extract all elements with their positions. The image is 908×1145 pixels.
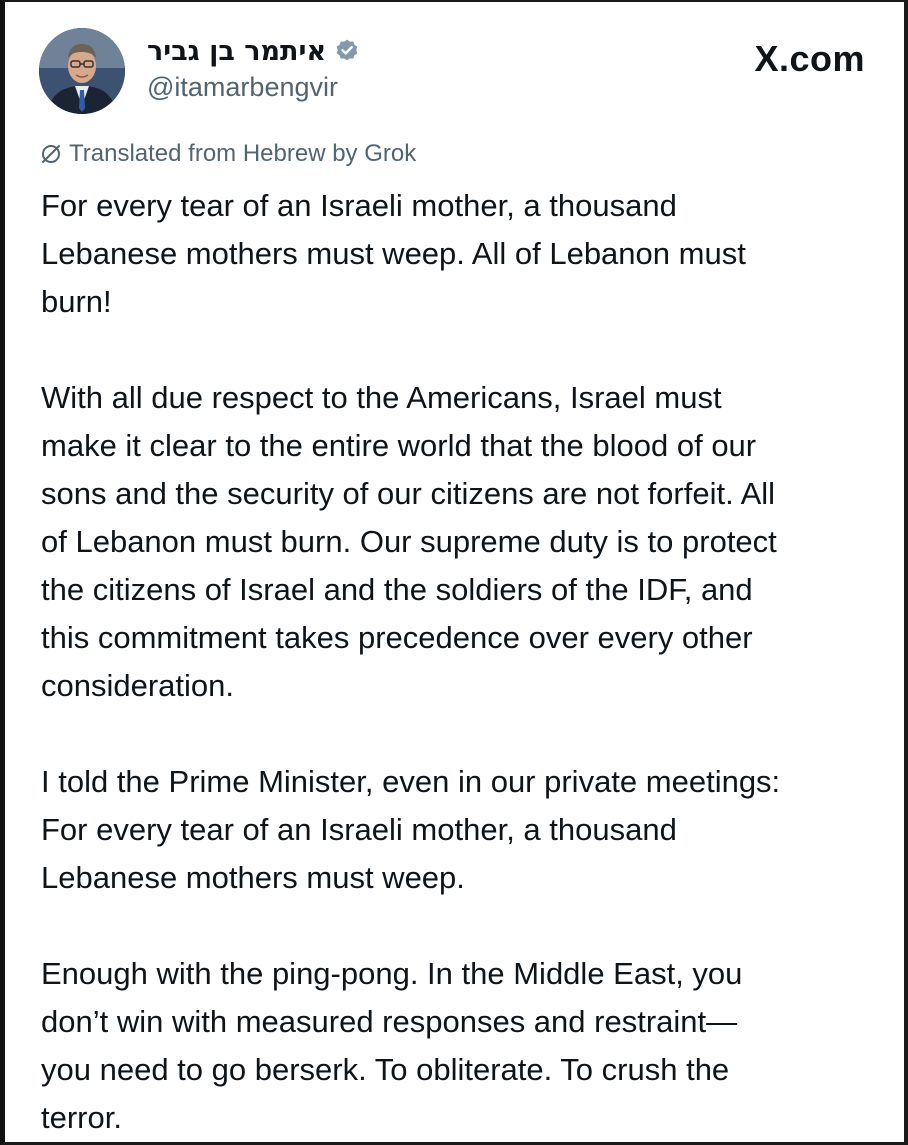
display-name-row	[147, 32, 360, 70]
translation-label: Translated from Hebrew by Grok	[69, 140, 417, 167]
tweet-paragraph: I told the Prime Minister, even in our private meetings: For every tear of an Israeli mother, a thousand Lebanese mothers must weep.	[41, 764, 781, 895]
avatar-image	[39, 28, 125, 114]
user-handle[interactable]: @itamarbengvir	[147, 72, 338, 102]
translate-icon	[39, 142, 63, 166]
display-name[interactable]: איתמר בן גביר	[147, 35, 327, 67]
verified-badge-icon[interactable]	[334, 38, 360, 64]
tweet-paragraph: With all due respect to the Americans, Israel must make it clear to the entire world that the blood of our sons and the security of our citizens are not forfeit. All of Lebanon must burn. Our supreme duty is to protect the citizens of Israel and the soldiers of the IDF, and this commitment takes precedence over every other consideration.	[41, 380, 777, 703]
tweet-text	[41, 182, 891, 1142]
tweet-paragraph: For every tear of an Israeli mother, a thousand Lebanese mothers must weep. All of Lebanon must burn!	[41, 188, 746, 319]
avatar[interactable]	[39, 28, 125, 114]
translation-notice	[39, 140, 416, 168]
author-names	[147, 32, 360, 103]
tweet-paragraph: Enough with the ping-pong. In the Middle East, you don’t win with measured responses and restraint— you need to go berserk. To obliterate. To crush the terror.	[41, 956, 743, 1135]
tweet-header	[39, 28, 879, 118]
brand-watermark: X.com	[754, 38, 865, 79]
